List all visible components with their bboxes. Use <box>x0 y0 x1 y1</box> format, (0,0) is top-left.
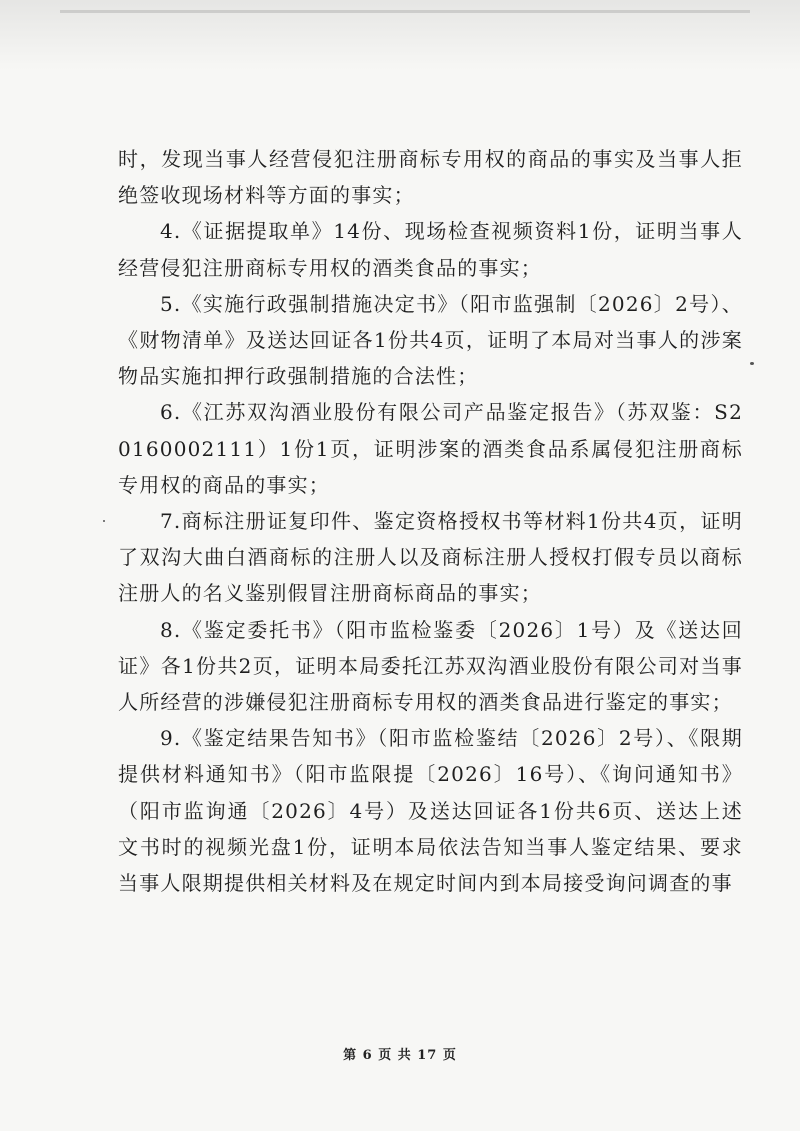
scan-speck <box>103 520 105 522</box>
scan-speck <box>750 362 754 365</box>
paragraph-continuation: 时，发现当事人经营侵犯注册商标专用权的商品的事实及当事人拒绝签收现场材料等方面的事实； <box>118 147 743 208</box>
paragraph-evidence-7: 7.商标注册证复印件、鉴定资格授权书等材料1份共4页，证明了双沟大曲白酒商标的注册人以及商标注册人授权打假专员以商标注册人的名义鉴别假冒注册商标商品的事实； <box>118 509 743 606</box>
paragraph-evidence-4: 4.《证据提取单》14份、现场检查视频资料1份，证明当事人经营侵犯注册商标专用权的酒类食品的事实； <box>118 219 743 280</box>
scan-top-edge <box>60 10 750 13</box>
paragraph-evidence-5: 5.《实施行政强制措施决定书》（阳市监强制〔2026〕2号）、《财物清单》及送达回证各1份共4页，证明了本局对当事人的涉案物品实施扣押行政强制措施的合法性； <box>118 291 743 389</box>
paragraph-evidence-9: 9.《鉴定结果告知书》（阳市监检鉴结〔2026〕2号）、《限期提供材料通知书》（阳市监限提〔2026〕16号）、《询问通知书》（阳市监询通〔2026〕4号）及送达回证各1份共6页、送达上述文书时的视频光盘1份，证明本局依法告知当事人鉴定结果、要求当事人限期提供相关材料及在规定时间内到本局接受询问调查的事 <box>118 726 743 896</box>
document-body <box>118 141 743 901</box>
page-number-footer: 第 6 页 共 17 页 <box>343 1048 457 1063</box>
paragraph-evidence-6: 6.《江苏双沟酒业股份有限公司产品鉴定报告》（苏双鉴：S20160002111）1份1页，证明涉案的酒类食品系属侵犯注册商标专用权的商品的事实； <box>118 400 743 497</box>
paragraph-evidence-8: 8.《鉴定委托书》（阳市监检鉴委〔2026〕1号）及《送达回证》各1份共2页，证明本局委托江苏双沟酒业股份有限公司对当事人所经营的涉嫌侵犯注册商标专用权的酒类食品进行鉴定的事实； <box>118 617 743 715</box>
